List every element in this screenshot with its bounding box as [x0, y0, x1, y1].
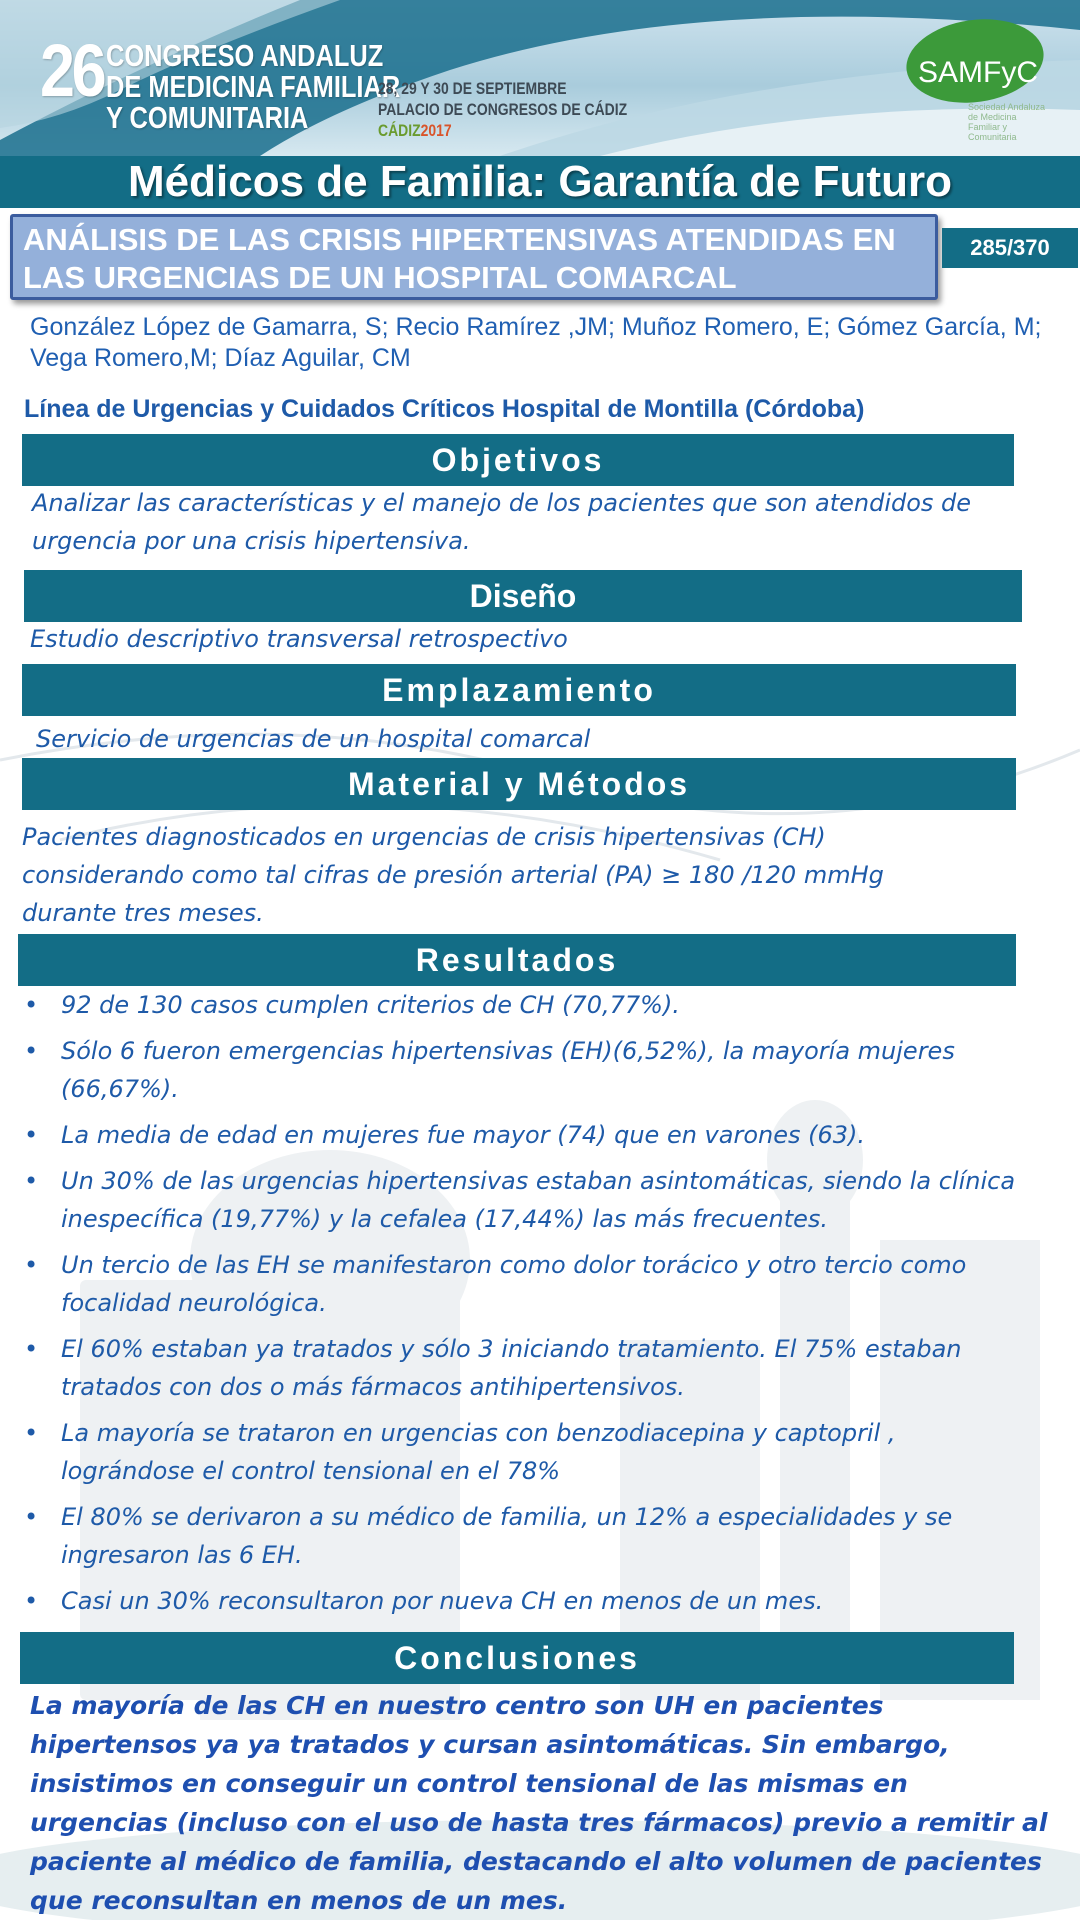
result-text: La media de edad en mujeres fue mayor (74) que en varones (63).: [61, 1121, 866, 1149]
result-text: Sólo 6 fueron emergencias hipertensivas (EH)(6,52%), la mayoría mujeres (66,67%).: [61, 1037, 955, 1103]
section-heading-emplazamiento: Emplazamiento: [22, 664, 1016, 716]
congress-number: 26: [40, 29, 104, 112]
samfyc-logo-text: SAMFyC: [918, 56, 1038, 89]
bullet: •: [24, 1251, 39, 1279]
section-text-diseno: Estudio descriptivo transversal retrospectivo: [30, 625, 568, 653]
congress-name-line: CONGRESO ANDALUZ: [106, 38, 384, 73]
list-item: [24, 1330, 1024, 1406]
result-text: Un 30% de las urgencias hipertensivas estaban asintomáticas, siendo la clínica inespecífica (19,77%) y la cefalea (17,44%) las más frecuentes.: [61, 1167, 1016, 1233]
section-heading-resultados: Resultados: [18, 934, 1016, 986]
list-item: [24, 1162, 1024, 1238]
authors: González López de Gamarra, S; Recio Ramírez ,JM; Muñoz Romero, E; Gómez García, M; Vega Romero,M; Díaz Aguilar, CM: [30, 313, 1042, 372]
section-heading-material: Material y Métodos: [22, 758, 1016, 810]
bullet: •: [24, 1121, 39, 1149]
bullet: •: [24, 1335, 39, 1363]
poster-title-line: ANÁLISIS DE LAS CRISIS HIPERTENSIVAS ATENDIDAS EN: [23, 222, 896, 257]
congress-name: [106, 38, 401, 135]
section-heading-diseno: Diseño: [24, 570, 1022, 622]
affiliation: Línea de Urgencias y Cuidados Críticos Hospital de Montilla (Córdoba): [24, 395, 865, 423]
congress-venue: PALACIO DE CONGRESOS DE CÁDIZ: [378, 100, 628, 119]
congress-year: 2017: [420, 121, 452, 140]
list-item: [24, 1032, 1024, 1108]
poster-code-badge: 285/370: [942, 228, 1078, 268]
result-text: 92 de 130 casos cumplen criterios de CH (70,77%).: [61, 991, 680, 1019]
main-title: Médicos de Familia: Garantía de Futuro: [128, 157, 952, 206]
list-item: [24, 986, 1024, 1024]
result-text: Casi un 30% reconsultaron por nueva CH en menos de un mes.: [61, 1587, 824, 1615]
result-text: La mayoría se trataron en urgencias con benzodiacepina y captopril , lográndose el control tensional en el 78%: [61, 1419, 896, 1485]
poster-title-line: LAS URGENCIAS DE UN HOSPITAL COMARCAL: [23, 260, 737, 295]
section-text-material: Pacientes diagnosticados en urgencias de crisis hipertensivas (CH) considerando como tal cifras de presión arterial (PA) ≥ 180 /120 mmHg durante tres meses.: [22, 823, 884, 927]
section-text-objetivos: Analizar las características y el manejo de los pacientes que son atendidos de urgencia por una crisis hipertensiva.: [32, 489, 972, 555]
congress-name-line: Y COMUNITARIA: [106, 100, 309, 135]
section-heading-conclusiones: Conclusiones: [20, 1632, 1014, 1684]
poster-title: [23, 221, 933, 297]
poster-title-box: [10, 214, 938, 300]
congress-city-year: [378, 120, 627, 141]
bullet: •: [24, 1167, 39, 1195]
result-text: Un tercio de las EH se manifestaron como dolor torácico y otro tercio como focalidad neurológica.: [61, 1251, 967, 1317]
section-heading-objetivos: Objetivos: [22, 434, 1014, 486]
congress-name-line: DE MEDICINA FAMILIAR: [106, 69, 401, 104]
list-item: [24, 1498, 1024, 1574]
result-text: El 60% estaban ya tratados y sólo 3 iniciando tratamiento. El 75% estaban tratados con dos o más fármacos antihipertensivos.: [61, 1335, 962, 1401]
main-title-bar: [0, 156, 1080, 208]
bullet: •: [24, 1419, 39, 1447]
samfyc-logo-subtitle: Sociedad Andaluza de Medicina Familiar y Comunitaria: [968, 102, 1046, 142]
list-item: [24, 1246, 1024, 1322]
list-item: [24, 1414, 1024, 1490]
bullet: •: [24, 1037, 39, 1065]
congress-header: [0, 0, 1080, 156]
congress-details: [378, 78, 627, 141]
result-text: El 80% se derivaron a su médico de familia, un 12% a especialidades y se ingresaron las 6 EH.: [61, 1503, 953, 1569]
list-item: [24, 1116, 1024, 1154]
section-text-conclusiones: La mayoría de las CH en nuestro centro son UH en pacientes hipertensos ya ya tratados y cursan asintomáticas. Sin embargo, insistimos en conseguir un control tensional de las mismas en urgencias (incluso con el uso de hasta tres fármacos) previo a remitir al paciente al médico de familia, destacando el alto volumen de pacientes que reconsultan en menos de un mes.: [30, 1691, 1048, 1915]
bullet: •: [24, 991, 39, 1019]
congress-city: CÁDIZ: [378, 121, 421, 140]
congress-dates: 28, 29 Y 30 DE SEPTIEMBRE: [378, 79, 567, 98]
section-text-emplazamiento: Servicio de urgencias de un hospital comarcal: [36, 725, 591, 753]
list-item: [24, 1582, 1024, 1620]
bullet: •: [24, 1587, 39, 1615]
results-list: [24, 986, 1024, 1628]
bullet: •: [24, 1503, 39, 1531]
